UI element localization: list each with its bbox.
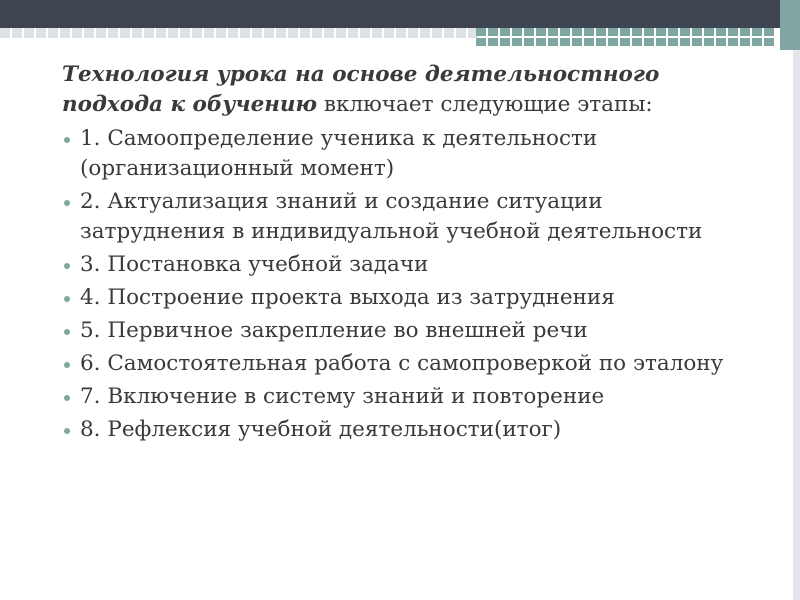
header-tile [396,28,406,38]
list-item: 7. Включение в систему знаний и повторение [62,382,752,412]
header-accent-tile [632,28,642,36]
header-accent-tile [572,38,582,46]
header-accent-bar [780,0,800,50]
header-accent-tile [704,28,714,36]
header-accent-tile [512,28,522,36]
header-tile [324,28,334,38]
header-accent-tile [656,38,666,46]
header-accent-tile [704,38,714,46]
header-accent-tile [632,38,642,46]
header-tile [252,28,262,38]
header-accent-tile [488,38,498,46]
header-accent-tile [620,28,630,36]
header-accent-tile [596,38,606,46]
header-tile [312,28,322,38]
header-tile [120,28,130,38]
list-item: 5. Первичное закрепление во внешней речи [62,316,752,346]
header-tile [240,28,250,38]
header-tile [408,28,418,38]
header-accent-tile [560,38,570,46]
list-item: 1. Самоопределение ученика к деятельности (организационный момент) [62,124,752,184]
header-accent-tile [608,28,618,36]
header-accent-tile [476,28,486,36]
list-item: 3. Постановка учебной задачи [62,250,752,280]
header-tile [264,28,274,38]
header-accent-tile [536,38,546,46]
header-band [0,0,800,28]
list-item: 6. Самостоятельная работа с самопроверкой по эталону [62,349,752,379]
header-accent-tiles [476,28,782,48]
header-tile [384,28,394,38]
header-tile [276,28,286,38]
list-item: 2. Актуализация знаний и создание ситуации затруднения в индивидуальной учебной деятельности [62,187,752,247]
header-accent-tile [692,28,702,36]
intro-text [62,60,752,120]
header-accent-tile [548,38,558,46]
header-accent-tile [560,28,570,36]
header-tile [0,28,10,38]
list-item: 8. Рефлексия учебной деятельности(итог) [62,415,752,445]
slide-body [62,60,752,448]
header-tile [288,28,298,38]
header-accent-tile [500,28,510,36]
header-accent-tile [572,28,582,36]
header-accent-tile [488,28,498,36]
header-tile [144,28,154,38]
header-accent-tile [752,28,762,36]
header-tile [132,28,142,38]
header-tile [60,28,70,38]
header-accent-tile [728,38,738,46]
header-tile [96,28,106,38]
header-tile [372,28,382,38]
header-tile [360,28,370,38]
header-accent-tile [584,28,594,36]
header-accent-tile [584,38,594,46]
header-tile [84,28,94,38]
header-accent-tile [500,38,510,46]
header-accent-tile [764,28,774,36]
header-accent-tile [680,38,690,46]
header-tile [228,28,238,38]
intro-rest: включает следующие этапы: [317,92,653,117]
header-accent-tile [644,38,654,46]
header-accent-tile [644,28,654,36]
header-accent-tile [716,28,726,36]
header-accent-tile [752,38,762,46]
header-tile [420,28,430,38]
header-accent-tile [524,28,534,36]
header-tile [72,28,82,38]
list-item: 4. Построение проекта выхода из затруднения [62,283,752,313]
header-accent-tile [668,28,678,36]
header-tile [444,28,454,38]
header-accent-tile [740,38,750,46]
header-tile [336,28,346,38]
header-accent-tile [536,28,546,36]
header-accent-tile [524,38,534,46]
header-tile [348,28,358,38]
header-tile [204,28,214,38]
header-tile [192,28,202,38]
header-accent-tile [740,28,750,36]
header-accent-tile [668,38,678,46]
side-strip [793,50,800,600]
header-accent-tile [608,38,618,46]
header-accent-tile [680,28,690,36]
header-accent-tile [548,28,558,36]
header-tile [12,28,22,38]
header-accent-tile [728,28,738,36]
step-list [62,124,752,445]
header-tile [300,28,310,38]
header-tile [36,28,46,38]
header-tile [108,28,118,38]
intro-emphasis: Технология урока на основе деятельностного подхода к обучению [62,62,660,117]
header-accent-tile [596,28,606,36]
header-accent-tile [476,38,486,46]
header-tile [156,28,166,38]
header-tile [216,28,226,38]
header-tile [456,28,466,38]
header-accent-tile [512,38,522,46]
header-accent-tile [764,38,774,46]
header-tile-row [0,28,476,38]
header-accent-tile [716,38,726,46]
header-accent-tile [692,38,702,46]
header-accent-tile [656,28,666,36]
header-tile [180,28,190,38]
header-tile [168,28,178,38]
header-tile [432,28,442,38]
header-accent-tile [620,38,630,46]
header-tile [48,28,58,38]
header-tile [24,28,34,38]
